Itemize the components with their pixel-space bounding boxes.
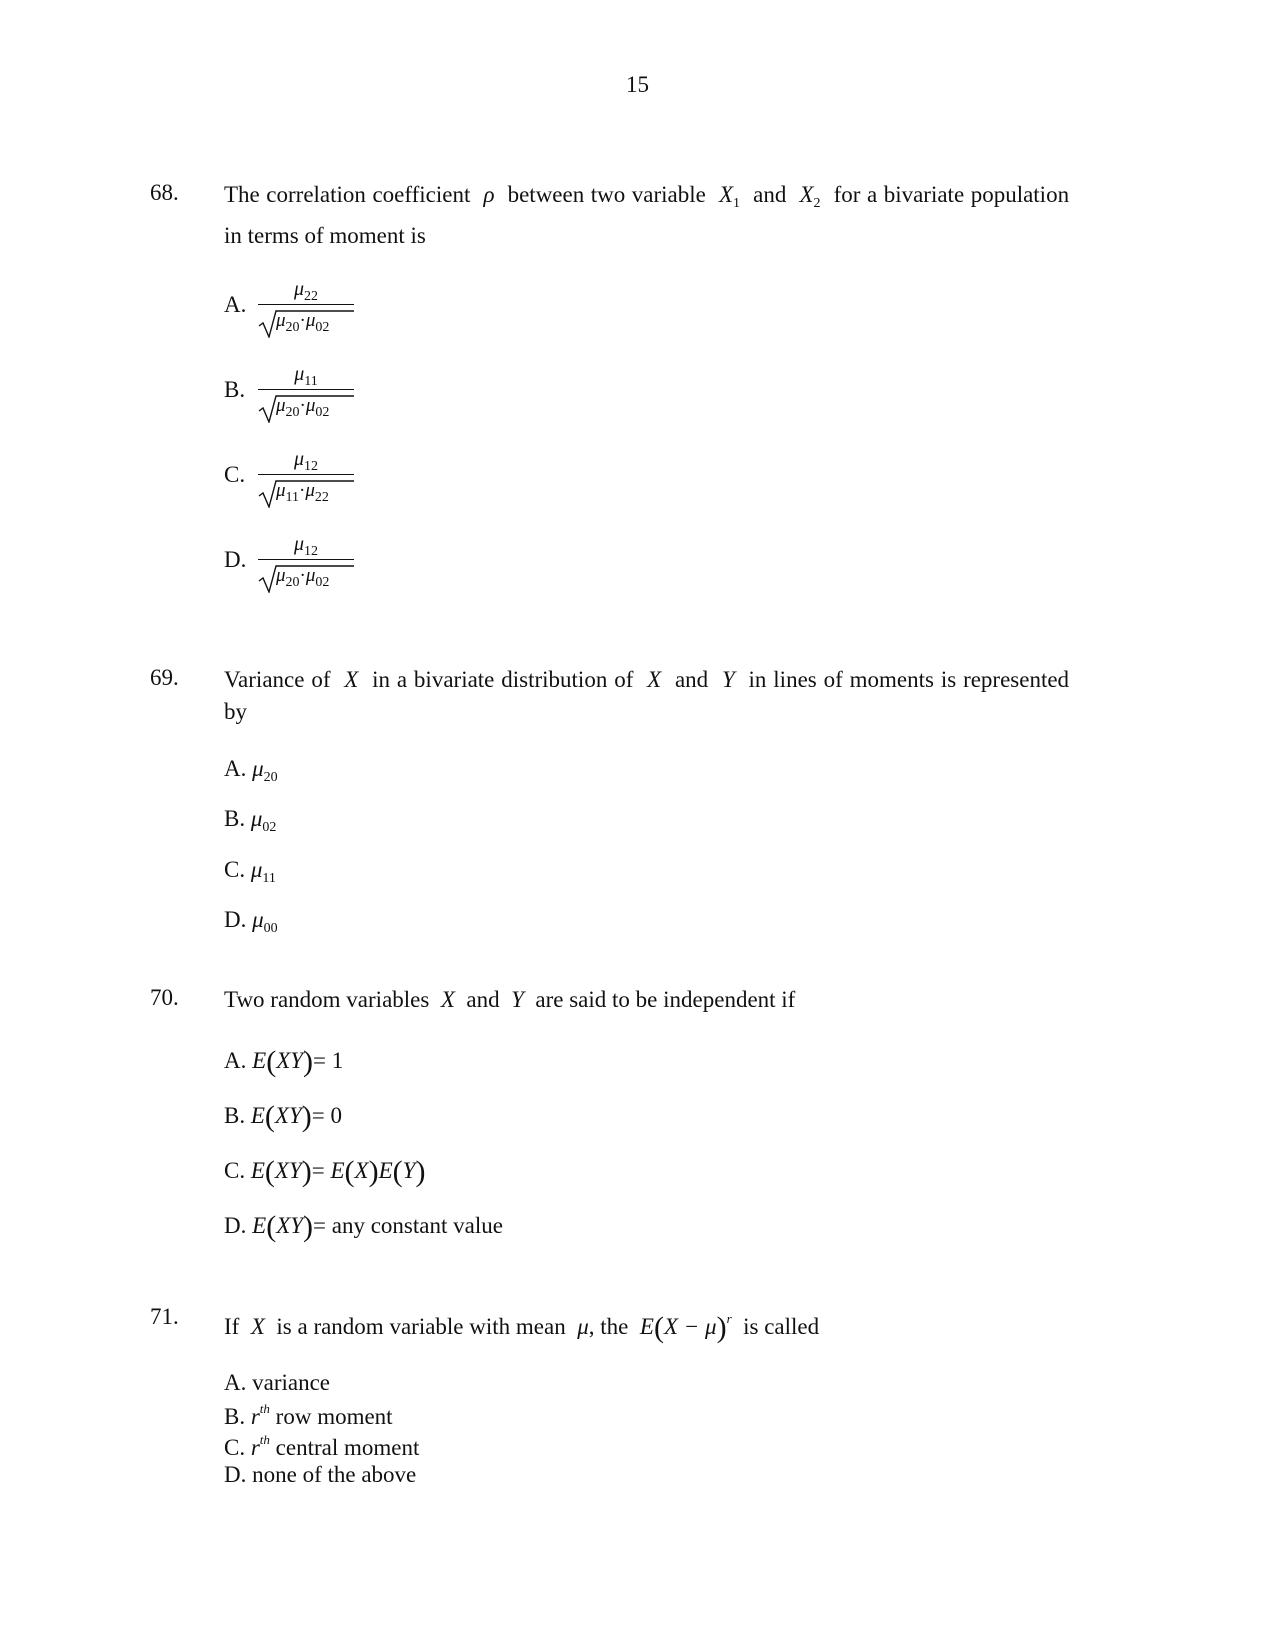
option-69-d[interactable]: D. $\mu_{00}$ (224, 907, 278, 936)
page-number: 15 (626, 72, 649, 97)
option-69-c[interactable]: C. $\mu_{11}$ (224, 857, 276, 886)
question-number: 69. (150, 665, 179, 690)
fraction-bar (258, 389, 354, 390)
option-70-c[interactable]: C. E(XY)= E(X)E(Y) (224, 1155, 426, 1188)
option-71-c[interactable]: C. $r^{th}$ central moment (224, 1432, 420, 1460)
fraction-bar (258, 304, 354, 305)
option-70-a[interactable]: A. E(XY)= 1 (224, 1045, 344, 1078)
question-text: Two random variables X and Y are said to be independent if (224, 987, 796, 1012)
option-70-d[interactable]: D. E(XY)= any constant value (224, 1210, 503, 1243)
option-71-d[interactable]: D. none of the above (224, 1462, 417, 1487)
question-number: 70. (150, 985, 179, 1010)
question-number: 68. (150, 180, 179, 205)
option-71-a[interactable]: A. variance (224, 1370, 331, 1395)
question-text: If X is a random variable with mean μ, the $E(X - \mu)^r$ is called (224, 1311, 820, 1344)
question-text: Variance of X in a bivariate distribution of X and Y in lines of moments is represented by (224, 667, 1070, 724)
option-69-a[interactable]: A. $\mu_{20}$ (224, 756, 278, 785)
option-70-b[interactable]: B. E(XY)= 0 (224, 1100, 342, 1133)
option-69-b[interactable]: B. $\mu_{02}$ (224, 806, 277, 835)
rho-symbol: ρ (483, 182, 495, 207)
fraction-bar (258, 474, 354, 475)
option-71-b[interactable]: B. $r^{th}$ row moment (224, 1401, 393, 1429)
fraction-bar (258, 559, 354, 560)
question-number: 71. (150, 1304, 179, 1329)
question-text: The correlation coefficient ρ between two variable $X_1$ and $X_2$ for a bivariate population in terms of moment is (224, 182, 1070, 248)
